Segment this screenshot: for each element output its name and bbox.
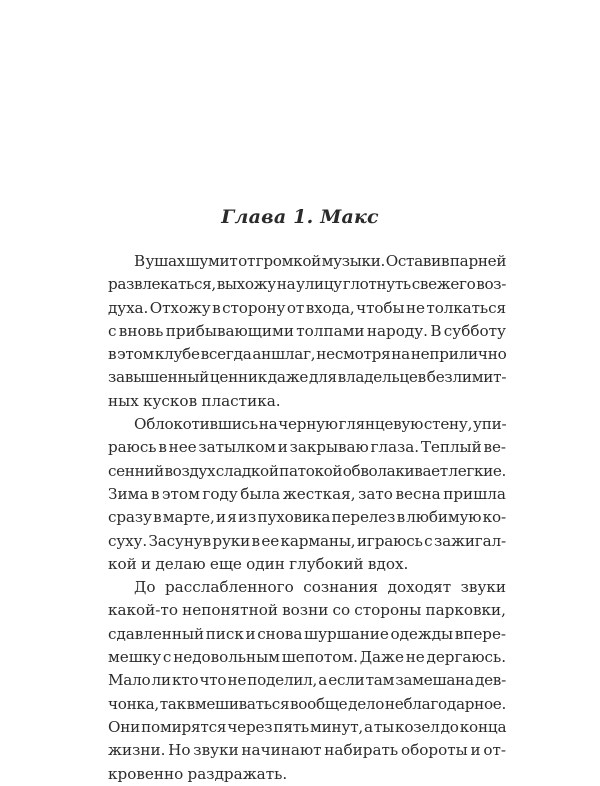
chapter-title: Глава 1. Макс — [221, 206, 379, 228]
chapter-body — [108, 250, 506, 786]
text-line: развлекаться, выхожу на улицу глотнуть свежего воз- — [108, 275, 506, 294]
text-line: В ушах шумит от громкой музыки. Оставив парней — [134, 252, 507, 270]
text-line: завышенный ценник даже для владельцев безлимит- — [108, 368, 507, 387]
text-line: ных кусков пластика. — [108, 391, 281, 410]
text-line: жизни. Но звуки начинают набирать обороты и от- — [108, 741, 506, 760]
text-line: До расслабленного сознания доходят звуки — [134, 578, 506, 597]
text-line: сдавленный писк и снова шуршание одежды впере- — [108, 624, 506, 643]
text-line: суху. Засунув руки в ее карманы, играюсь с зажигал- — [108, 531, 506, 550]
text-line: кровенно раздражать. — [108, 764, 288, 783]
text-line: чонка, так вмешиваться вообще дело неблагодарное. — [108, 694, 506, 713]
text-line: с вновь прибывающими толпами народу. В субботу — [108, 321, 506, 340]
text-line: раюсь в нее затылком и закрываю глаза. Теплый ве- — [108, 438, 506, 457]
text-line: Мало ли кто что не поделил, а если там замешана дев- — [108, 671, 506, 690]
text-line: мешку с недовольным шепотом. Даже не дергаюсь. — [108, 648, 506, 667]
text-line: сразу в марте, и я из пуховика перелез в любимую ко- — [108, 508, 506, 527]
text-line: Облокотившись на черную глянцевую стену, упи- — [134, 415, 507, 434]
text-line: кой и делаю еще один глубокий вдох. — [108, 554, 409, 573]
text-line: сенний воздух сладкой патокой обволакивает легкие. — [108, 461, 506, 480]
text-line: какой-то непонятной возни со стороны парковки, — [108, 601, 506, 620]
text-line: Они помирятся через пять минут, а ты козел до конца — [108, 717, 507, 736]
text-line: в этом клубе всегда аншлаг, несмотря на неприлично — [108, 345, 507, 364]
text-line: духа. Отхожу в сторону от входа, чтобы не толкаться — [108, 298, 506, 317]
text-line: Зима в этом году была жесткая, зато весна пришла — [108, 484, 506, 503]
